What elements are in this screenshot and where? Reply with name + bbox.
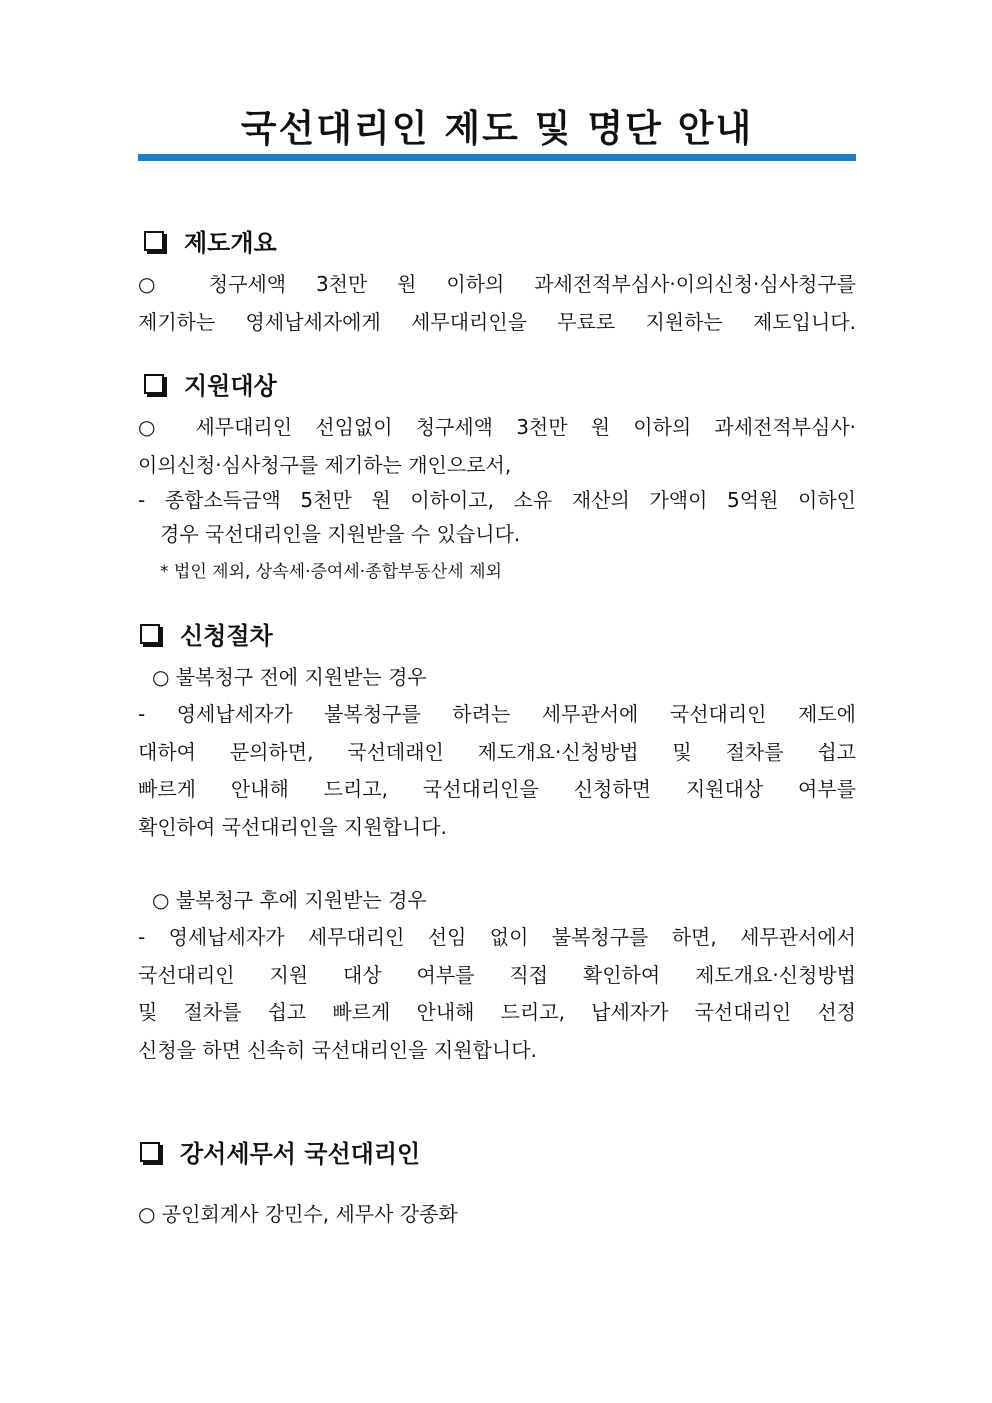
- procedure-before-line-3: 빠르게 안내해 드리고, 국선대리인을 신청하면 지원대상 여부를: [138, 777, 856, 801]
- procedure-after-heading: ○ 불복청구 후에 지원받는 경우: [152, 888, 427, 912]
- overview-line-2: 제기하는 영세납세자에게 세무대리인을 무료로 지원하는 제도입니다.: [138, 310, 856, 334]
- section-heading-label: 지원대상: [184, 372, 277, 400]
- procedure-before-heading: ○ 불복청구 전에 지원받는 경우: [152, 665, 427, 689]
- agents-line-1: ○ 공인회계사 강민수, 세무사 강종화: [138, 1202, 458, 1226]
- procedure-before-line-1: - 영세납세자가 불복청구를 하려는 세무관서에 국선대리인 제도에: [138, 702, 856, 726]
- procedure-after-line-1: - 영세납세자가 세무대리인 선임 없이 불복청구를 하면, 세무관서에서: [138, 925, 856, 949]
- checkbox-square-icon: [144, 231, 164, 251]
- section-heading-label: 제도개요: [184, 229, 277, 257]
- eligibility-line-3: - 종합소득금액 5천만 원 이하이고, 소유 재산의 가액이 5억원 이하인: [138, 488, 856, 512]
- procedure-after-line-2: 국선대리인 지원 대상 여부를 직접 확인하여 제도개요·신청방법: [138, 963, 856, 987]
- section-heading-label: 강서세무서 국선대리인: [180, 1140, 421, 1168]
- eligibility-line-2: 이의신청·심사청구를 제기하는 개인으로서,: [138, 453, 512, 477]
- title-underline: [138, 154, 856, 161]
- section-heading-agents: [140, 1134, 420, 1169]
- overview-line-1: ○ 청구세액 3천만 원 이하의 과세전적부심사·이의신청·심사청구를: [138, 272, 856, 296]
- checkbox-square-icon: [140, 1142, 160, 1162]
- section-heading-overview: [144, 223, 277, 258]
- checkbox-square-icon: [144, 374, 164, 394]
- eligibility-line-1: ○ 세무대리인 선임없이 청구세액 3천만 원 이하의 과세전적부심사·: [138, 415, 856, 439]
- checkbox-square-icon: [140, 624, 160, 644]
- page-title: 국선대리인 제도 및 명단 안내: [240, 107, 754, 150]
- section-heading-procedure: [140, 616, 273, 651]
- eligibility-line-4: 경우 국선대리인을 지원받을 수 있습니다.: [160, 522, 521, 546]
- procedure-after-line-4: 신청을 하면 신속히 국선대리인을 지원합니다.: [138, 1038, 537, 1062]
- section-heading-label: 신청절차: [180, 622, 273, 650]
- procedure-after-line-3: 및 절차를 쉽고 빠르게 안내해 드리고, 납세자가 국선대리인 선정: [138, 1000, 856, 1024]
- procedure-before-line-2: 대하여 문의하면, 국선데래인 제도개요·신청방법 및 절차를 쉽고: [138, 740, 856, 764]
- eligibility-note: * 법인 제외, 상속세·증여세·종합부동산세 제외: [160, 562, 502, 582]
- section-heading-eligibility: [144, 366, 277, 401]
- procedure-before-line-4: 확인하여 국선대리인을 지원합니다.: [138, 815, 447, 839]
